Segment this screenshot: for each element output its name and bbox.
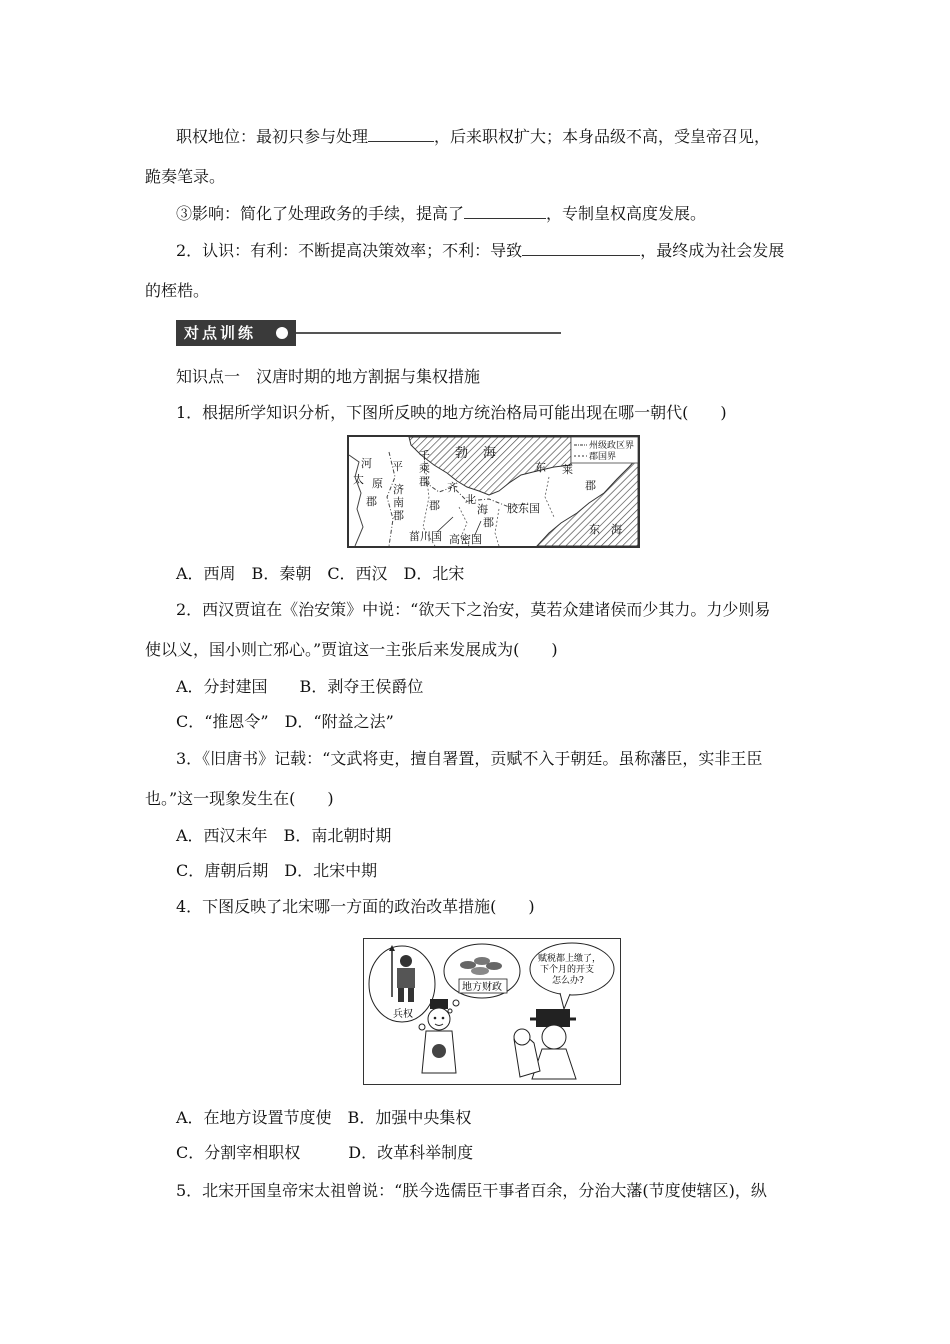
map-label: 海 [483,446,497,461]
intro-line-2: 跪奏笔录。 [145,167,226,186]
cartoon-figure [363,938,621,1085]
map-label: 河 [361,457,372,470]
intro-text: 2．认识：有利：不断提高决策效率；不利：导致 [176,241,523,260]
map-label: 太 [353,473,364,486]
bullet-dot-icon [276,327,288,339]
section-title: 对点训练 [176,320,296,346]
map-label: 郡 [429,499,440,512]
map-label: 千 [419,449,430,462]
q5-stem: 5．北宋开国皇帝宋太祖曾说：“朕今选儒臣干事者百余，分治大藩(节度使辖区)，纵 [176,1181,767,1200]
intro-text: ，专制皇权高度发展。 [546,204,707,223]
speech-text-line3: 怎么办? [552,976,584,986]
q1-stem: 1．根据所学知识分析，下图所反映的地方统治格局可能出现在哪一朝代( ) [176,403,727,422]
speech-text-line2: 下个月的开支 [540,965,595,975]
intro-text: 职权地位：最初只参与处理 [176,127,369,146]
map-label: 郡 [585,479,596,492]
commandery-boundary [495,509,499,546]
map-label: 南 [393,496,404,509]
military-power-label: 兵权 [393,1009,413,1020]
map-label: 郡 [366,495,377,508]
map-label: 高密国 [449,533,482,546]
map-label: 菑川国 [409,530,442,543]
intro-text: ，最终成为社会发展 [640,241,785,260]
intro-line-1 [176,126,841,148]
q2-stem-line1: 2．西汉贾谊在《治安策》中说：“欲天下之治安，莫若众建诸侯而少其力。力少则易 [176,600,771,619]
section-heading [176,320,561,346]
q3-options-line1: A．西汉末年 B．南北朝时期 [176,826,392,845]
legend-label-province: 州级政区界 [589,441,635,451]
donghai-sea [537,457,638,546]
map-label: 齐 [447,481,458,494]
commandery-boundary [545,477,554,517]
q3-options-line2: C．唐朝后期 D．北宋中期 [176,861,378,880]
q3-stem-line2: 也。”这一现象发生在( ) [145,789,334,808]
map-label: 胶东国 [507,502,540,515]
intro-text: ，后来职权扩大；本身品级不高，受皇帝召见， [434,127,771,146]
legend-label-commandery: 郡国界 [589,452,617,462]
q2-options-line1: A．分封建国 B．剥夺王侯爵位 [176,677,424,696]
q1-options: A．西周 B．秦朝 C．西汉 D．北宋 [176,564,465,583]
knowledge-title: 知识点一 汉唐时期的地方割据与集权措施 [176,367,481,386]
map-label: 东 [535,461,546,474]
map-label: 莱 [562,463,573,476]
map-label: 郡 [483,516,494,529]
map-label: 乘 [419,462,430,475]
q2-stem-line2: 使以义，国小则亡邪心。”贾谊这一主张后来发展成为( ) [145,640,558,659]
q4-options-line1: A．在地方设置节度使 B．加强中央集权 [176,1108,472,1127]
map-label: 北 [465,493,476,506]
official-icon [514,1009,576,1079]
intro-text: ③影响：简化了处理政务的手续，提高了 [176,204,465,223]
map-label: 郡 [419,475,430,488]
intro-line-3 [176,203,841,225]
map-label: 济 [393,483,404,496]
answer-blank[interactable] [522,240,640,256]
intro-line-5: 的桎梏。 [145,281,210,300]
map-label: 原 [372,477,383,490]
cartoon-svg [364,939,619,1083]
q2-options-line2: C．“推恩令” D．“附益之法” [176,712,394,731]
map-label: 东 海 [589,523,622,536]
q4-stem: 4．下图反映了北宋哪一方面的政治改革措施( ) [176,897,535,916]
answer-blank[interactable] [464,203,546,219]
map-label: 平 [392,460,403,473]
intro-line-4 [176,240,841,262]
map-svg [349,437,638,546]
q4-options-line2: C．分割宰相职权 D．改革科举制度 [176,1143,474,1162]
map-label: 郡 [393,509,404,522]
speech-text-line1: 赋税都上缴了， [538,954,602,964]
answer-blank[interactable] [368,126,434,142]
local-finance-label: 地方财政 [462,982,502,993]
map-label: 海 [477,503,488,516]
q3-stem-line1: 3．《旧唐书》记载：“文武将吏，擅自署置，贡赋不入于朝廷。虽称藩臣，实非王臣 [176,749,763,768]
section-rule [296,332,561,334]
map-label: 勃 [455,446,469,461]
map-figure [347,435,640,548]
